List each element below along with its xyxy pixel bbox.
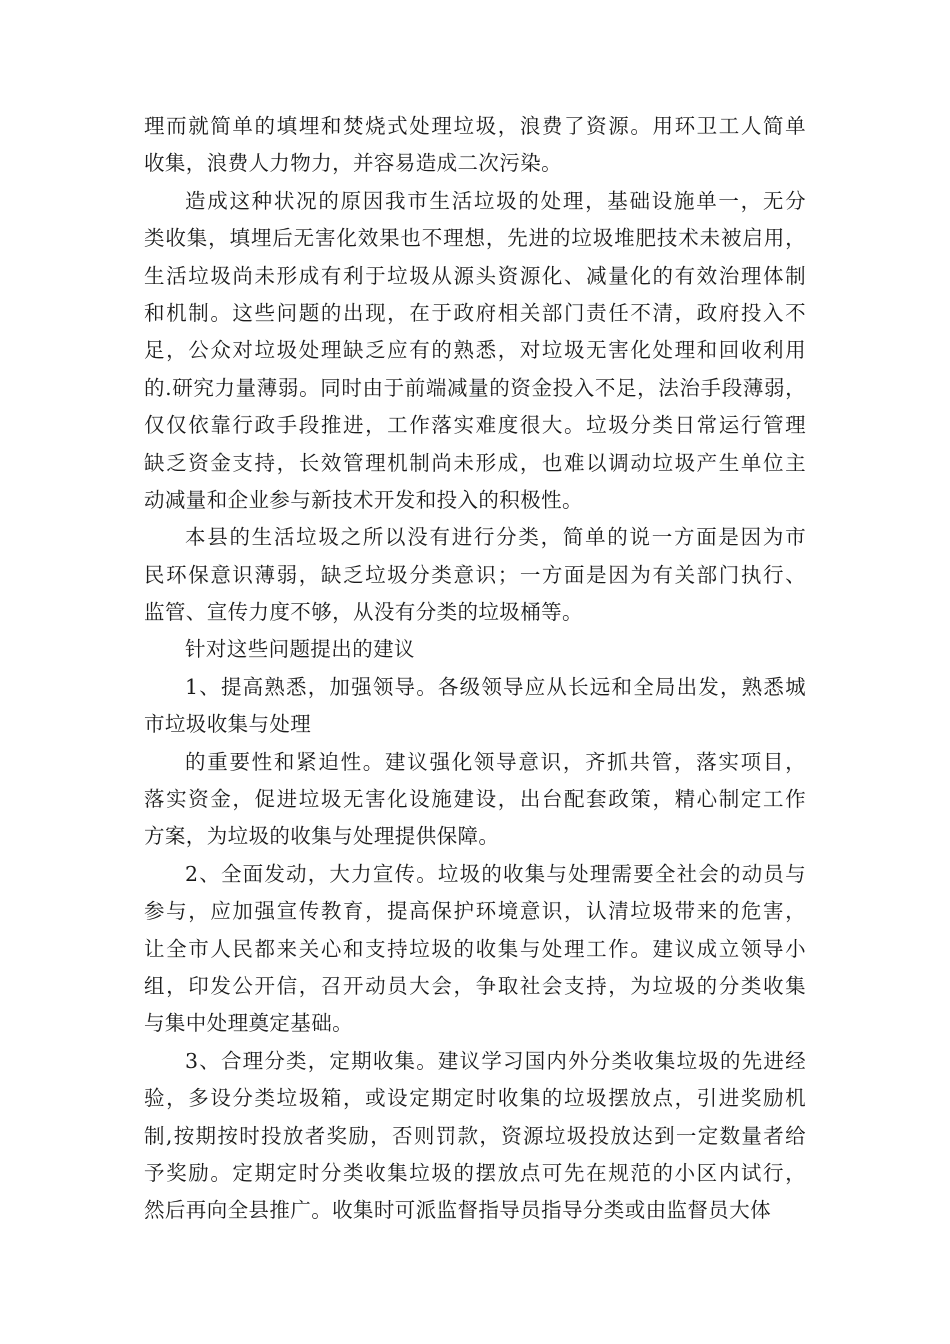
text-line: 缺乏资金支持，长效管理机制尚未形成，也难以调动垃圾产生单位主 [144, 450, 806, 475]
text-line: 动减量和企业参与新技术开发和投入的积极性。 [144, 487, 583, 512]
text-line: 造成这种状况的原因我市生活垃圾的处理，基础设施单一，无分 [185, 188, 806, 213]
text-line: 1、提高熟悉，加强领导。各级领导应从长远和全局出发，熟悉城 [185, 674, 806, 699]
document-body [144, 108, 806, 1230]
text-line: 的重要性和紧迫性。建议强化领导意识，齐抓共管，落实项目， [185, 749, 806, 774]
text-line: 组，印发公开信，召开动员大会，争取社会支持，为垃圾的分类收集 [144, 973, 806, 998]
paragraph [144, 631, 806, 668]
text-line: 3、合理分类，定期收集。建议学习国内外分类收集垃圾的先进经 [185, 1048, 806, 1073]
text-line: 针对这些问题提出的建议 [185, 637, 415, 662]
text-line: 生活垃圾尚未形成有利于垃圾从源头资源化、减量化的有效治理体制 [144, 263, 806, 288]
text-line: 制,按期按时投放者奖励，否则罚款，资源垃圾投放达到一定数量者给 [144, 1123, 806, 1148]
text-line: 和机制。这些问题的出现，在于政府相关部门责任不清，政府投入不 [144, 300, 806, 325]
text-line: 仅仅依靠行政手段推进，工作落实难度很大。垃圾分类日常运行管理 [144, 413, 806, 438]
paragraph [144, 108, 806, 183]
text-line: 2、全面发动，大力宣传。垃圾的收集与处理需要全社会的动员与 [185, 861, 806, 886]
text-line: 让全市人民都来关心和支持垃圾的收集与处理工作。建议成立领导小 [144, 936, 806, 961]
text-line: 然后再向全县推广。收集时可派监督指导员指导分类或由监督员大体 [144, 1198, 771, 1223]
text-line: 方案，为垃圾的收集与处理提供保障。 [144, 824, 500, 849]
paragraph [144, 519, 806, 631]
paragraph [144, 744, 806, 856]
text-line: 足，公众对垃圾处理缺乏应有的熟悉，对垃圾无害化处理和回收利用 [144, 338, 806, 363]
text-line: 的.研究力量薄弱。同时由于前端减量的资金投入不足，法治手段薄弱， [144, 375, 806, 400]
text-line: 类收集，填埋后无害化效果也不理想，先进的垃圾堆肥技术未被启用， [144, 226, 806, 251]
text-line: 收集，浪费人力物力，并容易造成二次污染。 [144, 151, 562, 176]
text-line: 监管、宣传力度不够，从没有分类的垃圾桶等。 [144, 600, 583, 625]
paragraph [144, 669, 806, 744]
text-line: 民环保意识薄弱，缺乏垃圾分类意识；一方面是因为有关部门执行、 [144, 562, 806, 587]
paragraph [144, 1043, 806, 1230]
text-line: 本县的生活垃圾之所以没有进行分类，简单的说一方面是因为市 [185, 525, 806, 550]
paragraph [144, 183, 806, 520]
text-line: 予奖励。定期定时分类收集垃圾的摆放点可先在规范的小区内试行， [144, 1160, 806, 1185]
text-line: 落实资金，促进垃圾无害化设施建设，出台配套政策，精心制定工作 [144, 787, 806, 812]
text-line: 参与，应加强宣传教育，提高保护环境意识，认清垃圾带来的危害， [144, 899, 806, 924]
paragraph [144, 856, 806, 1043]
text-line: 理而就简单的填埋和焚烧式处理垃圾，浪费了资源。用环卫工人简单 [144, 114, 806, 138]
text-line: 验，多设分类垃圾箱，或设定期定时收集的垃圾摆放点，引进奖励机 [144, 1086, 806, 1111]
text-line: 与集中处理奠定基础。 [144, 1011, 353, 1036]
text-line: 市垃圾收集与处理 [144, 712, 312, 737]
